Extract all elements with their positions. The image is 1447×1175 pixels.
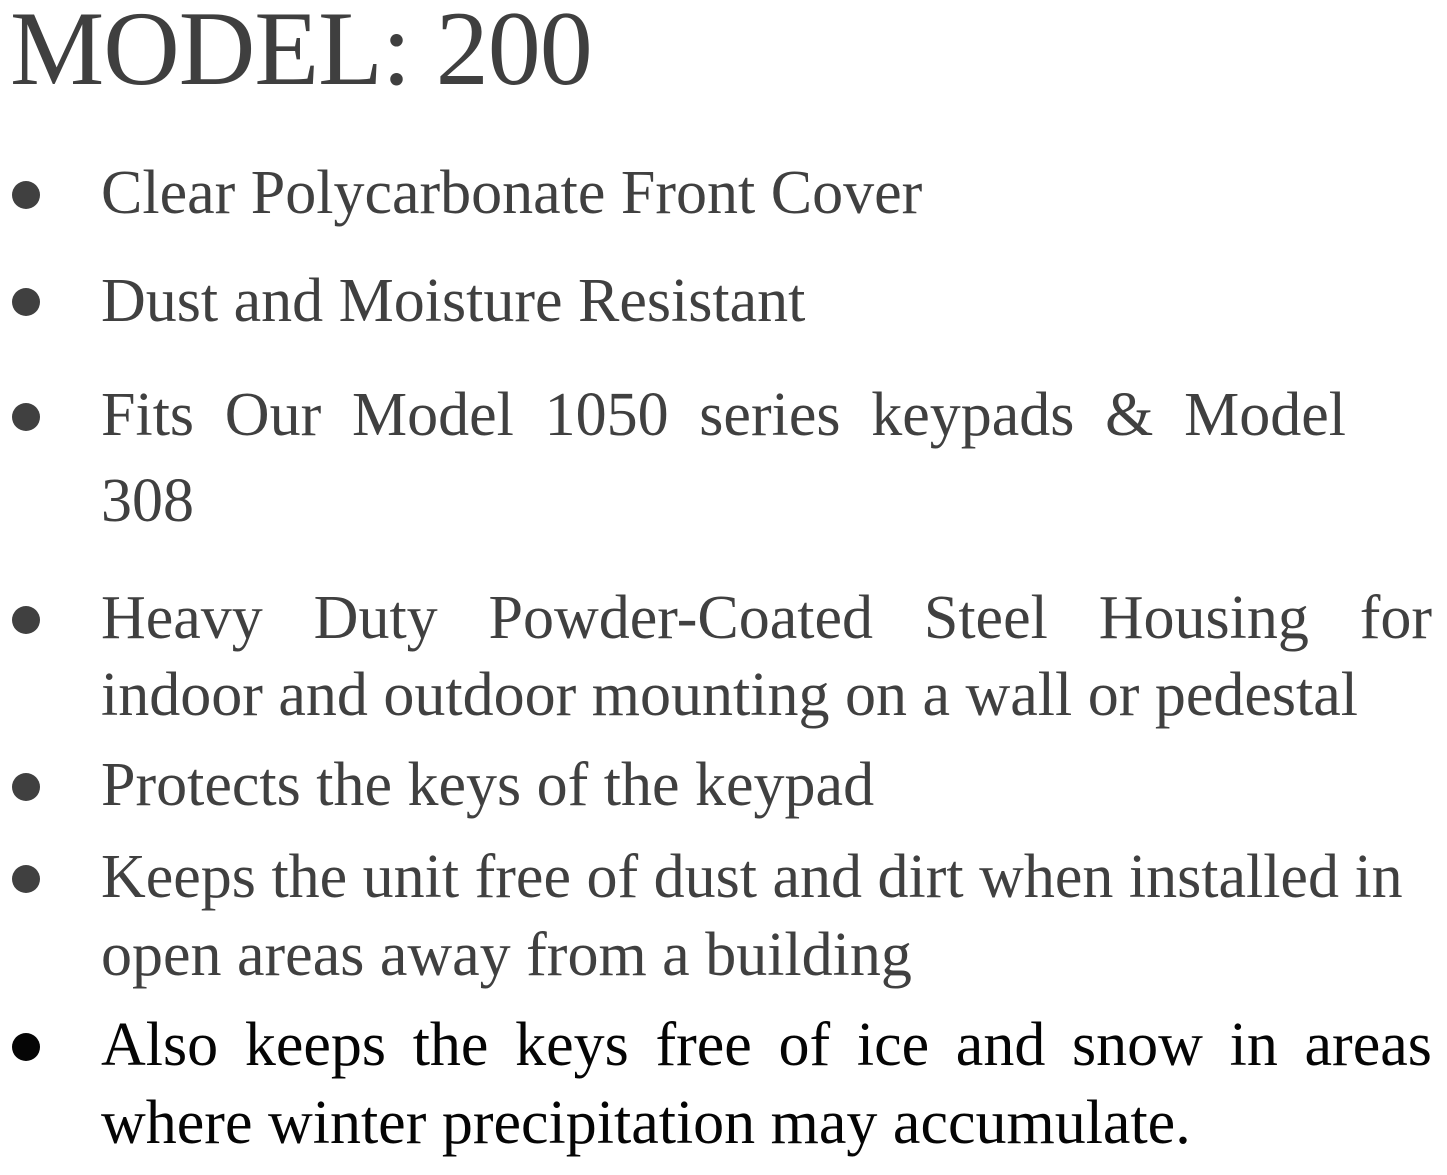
word: 1050 [544,381,669,449]
word: Fits [101,381,195,449]
word: Model [1184,381,1346,449]
list-item-continuation: open areas away from a building [101,921,912,989]
word: snow [1072,1011,1203,1079]
word: keypads [871,381,1075,449]
list-item: Clear Polycarbonate Front Cover [101,159,923,227]
word: the [412,1011,489,1079]
list-item: Dust and Moisture Resistant [101,267,806,335]
word: in [1229,1011,1278,1079]
bullet-icon [12,865,40,893]
bullet-icon [12,1033,40,1061]
page-title: MODEL: 200 [10,0,592,107]
list-item: Protects the keys of the keypad [101,751,875,819]
list-item-continuation: indoor and outdoor mounting on a wall or pedestal [101,661,1358,729]
word: Powder-Coated [488,584,873,652]
word: keys [515,1011,629,1079]
bullet-icon [12,181,40,209]
word: and [955,1011,1046,1079]
word: Model [351,381,514,449]
word: Our [224,381,322,449]
word: ice [856,1011,930,1079]
word: free [655,1011,752,1079]
word: Housing [1098,584,1309,652]
word: of [778,1011,831,1079]
word: Heavy [101,584,263,652]
list-item: Keeps the unit free of dust and dirt when installed in [101,843,1403,911]
bullet-icon [12,773,40,801]
word: & [1105,381,1154,449]
bullet-icon [12,288,40,316]
word: series [699,381,841,449]
word: Steel [923,584,1048,652]
list-item [101,1010,1432,1081]
bullet-icon [12,606,40,634]
bullet-icon [12,403,40,431]
word: areas [1304,1011,1432,1079]
list-item-continuation: 308 [101,467,194,535]
list-item-continuation: where winter precipitation may accumulate. [101,1089,1191,1157]
list-item [101,380,1346,451]
word: for [1359,584,1432,652]
word: keeps [244,1011,386,1079]
list-item [101,583,1432,654]
word: Also [101,1011,219,1079]
word: Duty [313,584,438,652]
